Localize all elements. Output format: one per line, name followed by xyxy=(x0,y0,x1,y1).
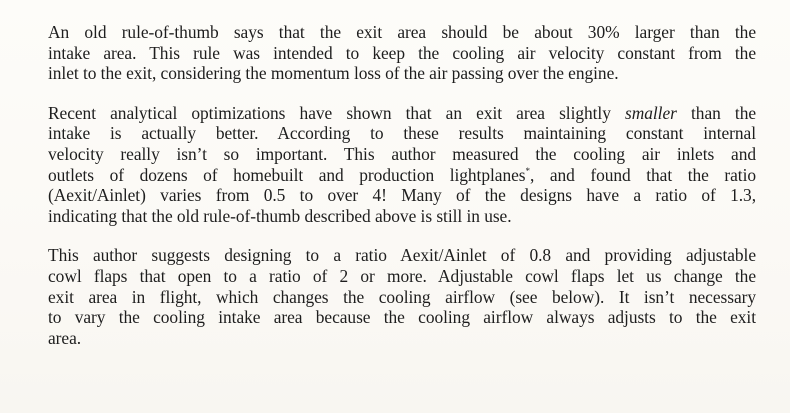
paragraph-3 xyxy=(48,245,756,348)
paragraph-2-line-4-end: , and found that the ratio xyxy=(529,164,756,185)
paragraph-2-line-1-start: Recent analytical optimizations have shown that an exit area slightly xyxy=(48,102,626,123)
paragraph-3-line-2: cowl flaps that open to a ratio of 2 or more. Adjustable cowl flaps let us change the xyxy=(48,265,756,286)
paragraph-2-line-2: intake is actually better. According to these results maintaining constant internal xyxy=(48,123,756,144)
paragraph-3-line-1: This author suggests designing to a ratio Aexit/Ainlet of 0.8 and providing adjustable xyxy=(48,245,756,266)
paragraph-1 xyxy=(48,22,756,84)
paragraph-2-line-6: indicating that the old rule-of-thumb described above is still in use. xyxy=(48,205,512,226)
paragraph-2-line-1 xyxy=(48,103,756,124)
paragraph-1-line-2: intake area. This rule was intended to keep the cooling air velocity constant from the xyxy=(48,42,756,63)
emphasis-smaller: smaller xyxy=(625,102,677,123)
paragraph-2 xyxy=(48,103,756,227)
paragraph-3-line-4: to vary the cooling intake area because the cooling airflow always adjusts to the exit xyxy=(48,307,756,328)
paragraph-3-line-5: area. xyxy=(48,327,82,348)
paragraph-1-line-3: inlet to the exit, considering the momentum loss of the air passing over the engine. xyxy=(48,63,619,84)
paragraph-2-line-4 xyxy=(48,165,756,186)
paragraph-3-line-3: exit area in flight, which changes the cooling airflow (see below). It isn’t necessary xyxy=(48,286,756,307)
paragraph-2-line-4-start: outlets of dozens of homebuilt and production lightplanes xyxy=(48,164,526,185)
paragraph-1-line-1: An old rule-of-thumb says that the exit area should be about 30% larger than the xyxy=(48,22,756,42)
paragraph-2-line-5: (Aexit/Ainlet) varies from 0.5 to over 4! Many of the designs have a ratio of 1.3, xyxy=(48,185,756,206)
footnote-marker: * xyxy=(525,165,530,176)
paragraph-2-line-1-end: than the xyxy=(676,102,757,123)
paragraph-2-line-3: velocity really isn’t so important. This author measured the cooling air inlets and xyxy=(48,143,756,164)
